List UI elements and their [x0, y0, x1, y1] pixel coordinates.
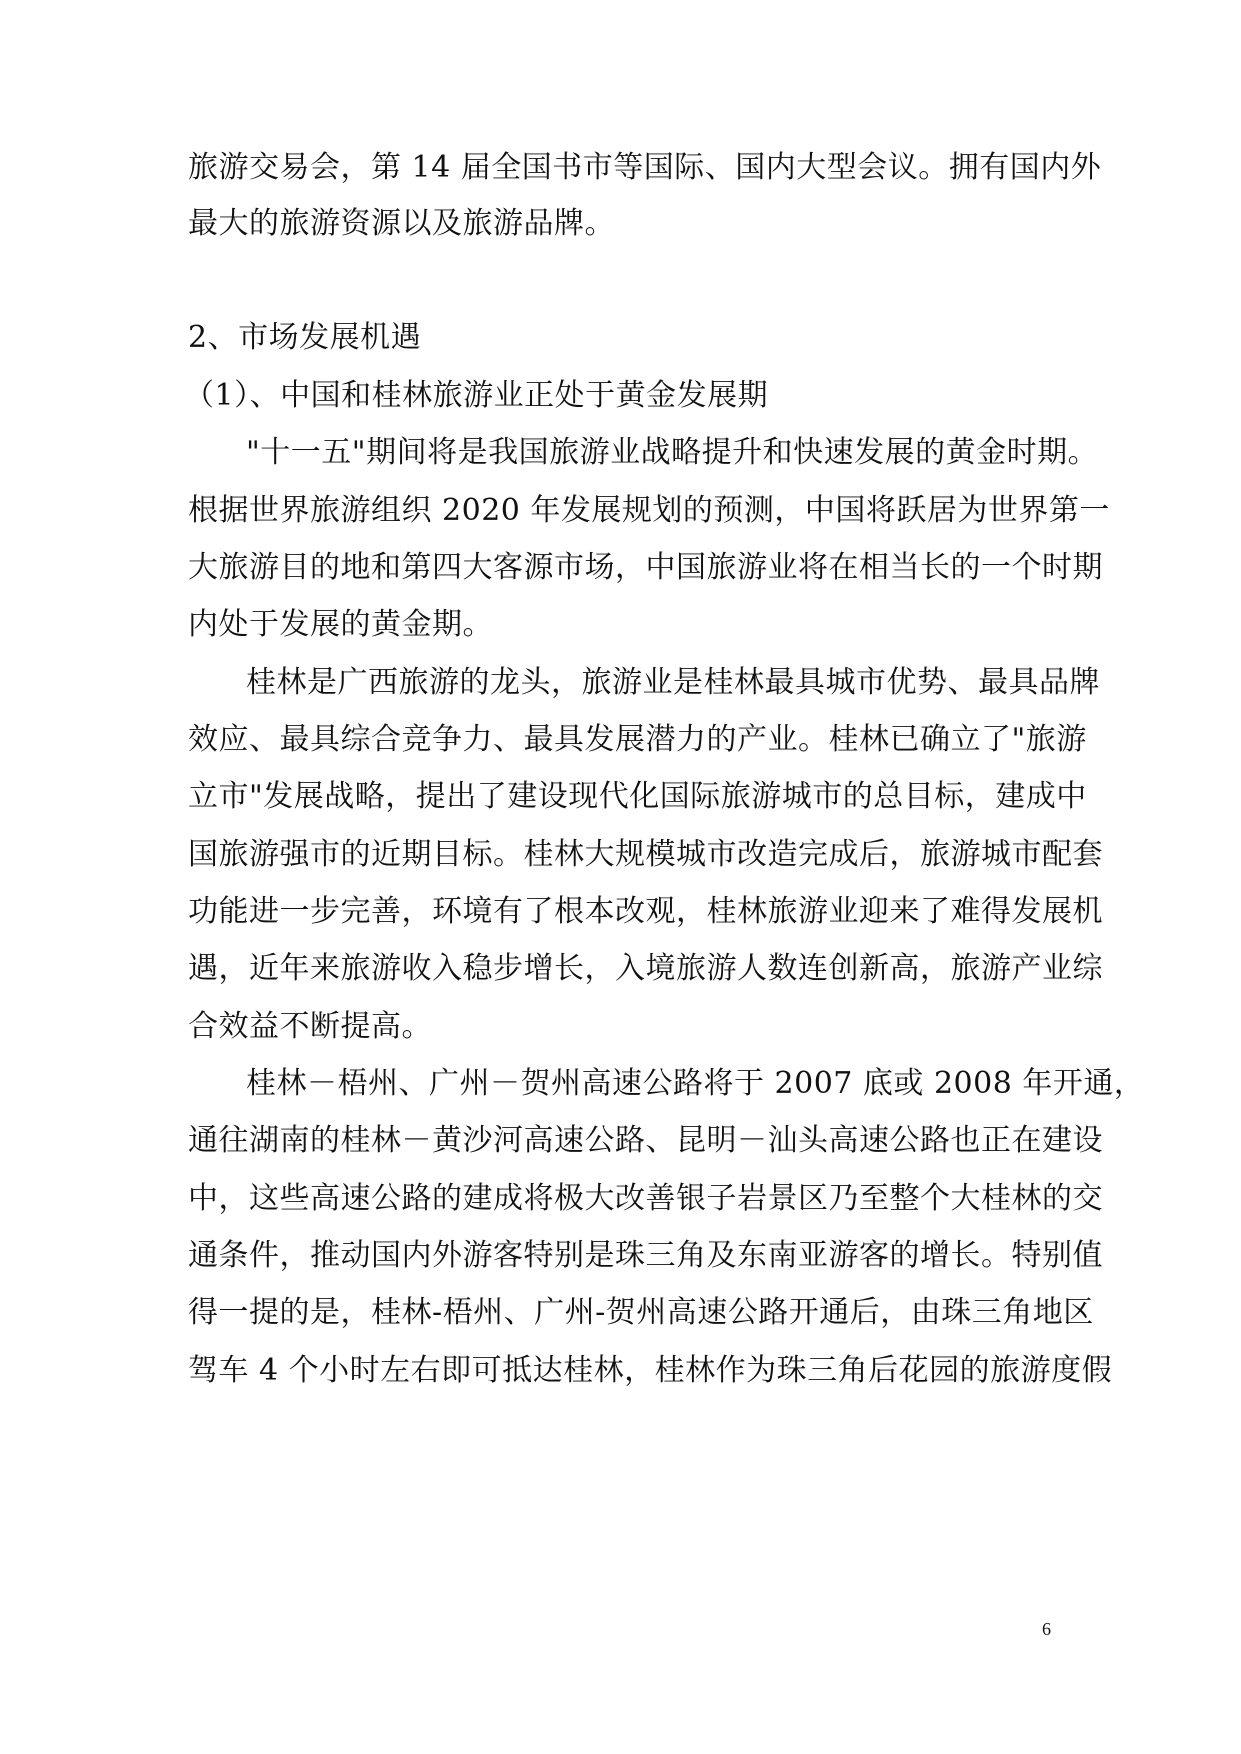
- body-line: 通往湖南的桂林－黄沙河高速公路、昆明－汕头高速公路也正在建设: [188, 1123, 1103, 1158]
- body-line: 得一提的是，桂林-梧州、广州-贺州高速公路开通后，由珠三角地区: [188, 1295, 1094, 1330]
- body-line: 驾车 4 个小时左右即可抵达桂林，桂林作为珠三角后花园的旅游度假: [188, 1353, 1113, 1388]
- paragraph-first-line: "十一五"期间将是我国旅游业战略提升和快速发展的黄金时期。: [246, 435, 1099, 470]
- body-line: 大旅游目的地和第四大客源市场，中国旅游业将在相当长的一个时期: [188, 550, 1103, 585]
- body-line: 旅游交易会，第 14 届全国书市等国际、国内大型会议。拥有国内外: [188, 150, 1102, 185]
- body-line: 效应、最具综合竞争力、最具发展潜力的产业。桂林已确立了"旅游: [188, 722, 1087, 757]
- body-line: 中，这些高速公路的建成将极大改善银子岩景区乃至整个大桂林的交: [188, 1181, 1103, 1216]
- page-number: 6: [1042, 1619, 1051, 1639]
- subsection-heading: （1）、中国和桂林旅游业正处于黄金发展期: [184, 378, 769, 413]
- paragraph-first-line: 桂林－梧州、广州－贺州高速公路将于 2007 底或 2008 年开通，: [246, 1066, 1145, 1101]
- body-line: 内处于发展的黄金期。: [188, 607, 493, 642]
- body-line: 遇，近年来旅游收入稳步增长，入境旅游人数连创新高，旅游产业综: [188, 951, 1103, 986]
- body-line: 立市"发展战略，提出了建设现代化国际旅游城市的总目标，建成中: [188, 779, 1087, 814]
- body-line: 最大的旅游资源以及旅游品牌。: [188, 206, 615, 241]
- paragraph-first-line: 桂林是广西旅游的龙头，旅游业是桂林最具城市优势、最具品牌: [246, 665, 1100, 700]
- body-line: 根据世界旅游组织 2020 年发展规划的预测，中国将跃居为世界第一: [188, 493, 1110, 528]
- body-line: 国旅游强市的近期目标。桂林大规模城市改造完成后，旅游城市配套: [188, 837, 1103, 872]
- body-line: 功能进一步完善，环境有了根本改观，桂林旅游业迎来了难得发展机: [188, 894, 1103, 929]
- body-line: 通条件，推动国内外游客特别是珠三角及东南亚游客的增长。特别值: [188, 1238, 1103, 1273]
- body-line: 合效益不断提高。: [188, 1009, 432, 1044]
- section-heading: 2、市场发展机遇: [188, 320, 422, 355]
